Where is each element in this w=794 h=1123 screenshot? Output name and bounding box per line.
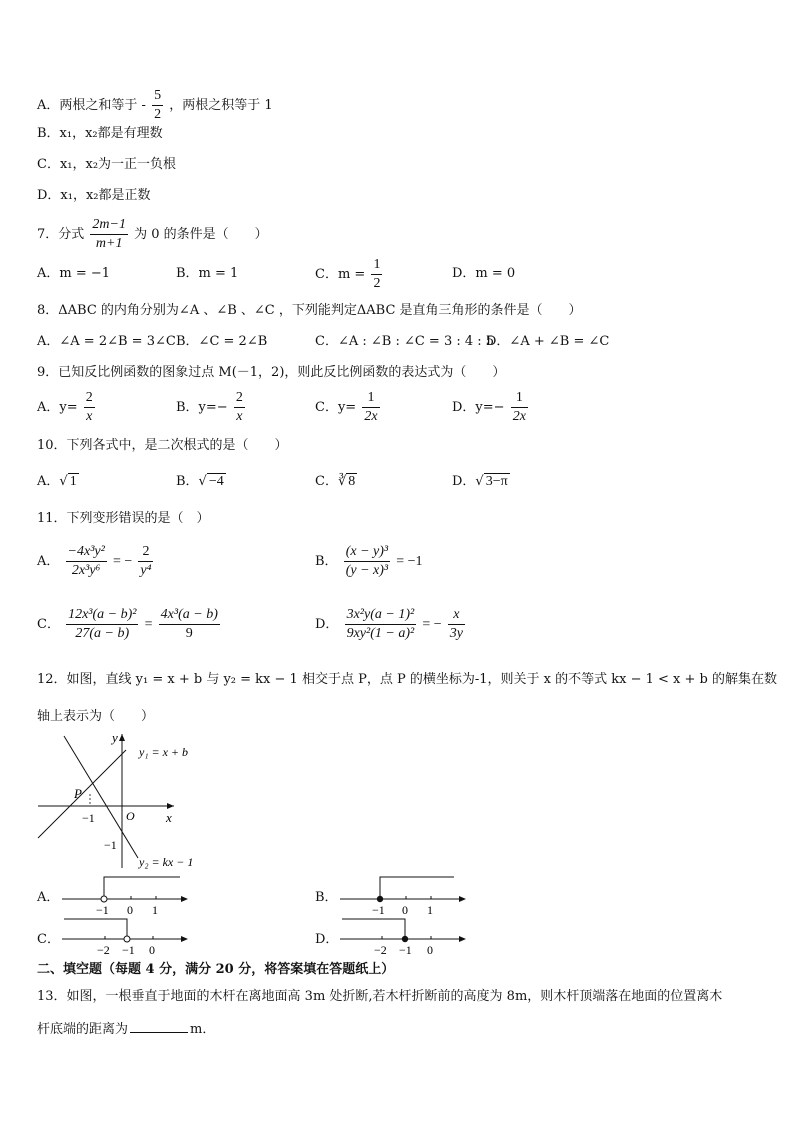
solution-bracket xyxy=(380,877,454,899)
fraction-numerator: 2 xyxy=(84,391,95,408)
fraction-numerator: 3x²y(a − 1)² xyxy=(345,608,417,625)
q11-option-d-left-fraction xyxy=(345,608,417,641)
origin-label: O xyxy=(126,809,135,823)
q7-stem xyxy=(37,218,268,251)
option-label: C． xyxy=(37,617,60,632)
q7-stem-start: 7．分式 xyxy=(37,227,85,242)
q7-option-c-fraction xyxy=(371,258,382,291)
solution-bracket xyxy=(104,877,180,899)
equals-sign: = − xyxy=(422,617,442,632)
q8-option-b: B．∠C = 2∠B xyxy=(176,334,268,349)
q12-option-b-label: B． xyxy=(315,890,338,905)
tick-label: 0 xyxy=(149,943,155,957)
open-dot xyxy=(124,936,130,942)
q6-option-c: C．x₁，x₂为一正一负根 xyxy=(37,157,177,172)
q11-option-c-left-fraction xyxy=(66,608,138,641)
radical-sign: B．√ xyxy=(176,474,207,489)
section-title: 二、填空题（每题 4 分，满分 20 分，将答案填在答题纸上） xyxy=(37,962,395,977)
y-axis-arrow-icon xyxy=(119,734,125,741)
q9-option-c-fraction xyxy=(362,391,379,424)
fraction-denominator: y⁴ xyxy=(140,563,152,578)
q9-option-c xyxy=(315,391,382,424)
x-axis-label: x xyxy=(166,810,172,825)
q6-option-a xyxy=(37,89,273,122)
q12-option-a-numberline xyxy=(60,872,192,918)
fraction-numerator: 1 xyxy=(371,258,382,275)
q10-option-a xyxy=(37,475,79,489)
q9-option-d xyxy=(452,391,530,424)
q11-option-a xyxy=(37,545,155,578)
q6-option-a-fraction xyxy=(152,89,163,122)
q12-option-c-numberline xyxy=(60,914,192,960)
q7-fraction xyxy=(90,218,128,251)
q9-option-d-text: D．y=− xyxy=(452,400,505,415)
q9-option-a xyxy=(37,391,97,424)
tick-label: −2 xyxy=(97,943,110,957)
option-label: A． xyxy=(37,554,60,569)
q12-option-d-numberline xyxy=(338,914,470,960)
open-dot xyxy=(101,896,107,902)
q9-option-b xyxy=(176,391,247,424)
tick-label: 0 xyxy=(427,943,433,957)
fraction-numerator: 1 xyxy=(511,391,528,408)
fraction-numerator: 12x³(a − b)² xyxy=(66,608,138,625)
q9-option-b-fraction xyxy=(234,391,245,424)
q7-option-b: B．m = 1 xyxy=(176,266,239,281)
fraction-denominator: 9xy²(1 − a)² xyxy=(346,626,415,641)
fraction-denominator: 2x xyxy=(364,409,378,424)
radicand: 3−π xyxy=(485,474,508,489)
radical-sign: A．√ xyxy=(37,474,68,489)
arrow-icon xyxy=(181,936,188,942)
solution-bracket xyxy=(342,919,405,939)
q6-option-b: B．x₁，x₂都是有理数 xyxy=(37,126,163,141)
x-tick-label: −1 xyxy=(82,811,95,825)
tick-label: 1 xyxy=(427,903,433,917)
tick-label: 0 xyxy=(127,903,133,917)
tick-label: −1 xyxy=(372,903,385,917)
q9-option-a-fraction xyxy=(84,391,95,424)
equals-sign: = −1 xyxy=(396,554,423,569)
x-axis-arrow-icon xyxy=(167,803,174,809)
q7-option-a: A．m = −1 xyxy=(37,266,111,281)
q10-option-d xyxy=(452,475,510,489)
closed-dot xyxy=(377,896,383,902)
fraction-numerator: 2m−1 xyxy=(90,218,128,235)
q7-option-c xyxy=(315,258,384,291)
q7-option-d: D．m = 0 xyxy=(452,266,516,281)
radicand: 1 xyxy=(69,474,77,489)
fraction-denominator: 2x xyxy=(512,409,526,424)
q13-unit: m． xyxy=(190,1022,216,1037)
fraction-denominator: 9 xyxy=(185,626,193,641)
q12-option-c-label: C． xyxy=(37,932,60,947)
tick-label: −1 xyxy=(122,943,135,957)
option-label: D． xyxy=(315,617,339,632)
fraction-denominator: 27(a − b) xyxy=(75,626,130,641)
equals-sign: = − xyxy=(112,554,133,569)
fraction-numerator: 2 xyxy=(138,545,153,562)
q6-option-a-tail: ，两根之积等于 1 xyxy=(169,98,273,113)
radical-sign: D．√ xyxy=(452,474,484,489)
line-y2-label: y₂ = kx − 1 xyxy=(139,855,194,869)
q11-option-a-left-fraction xyxy=(66,545,107,578)
q9-option-a-text: A．y= xyxy=(37,400,78,415)
q13-line2-text: 杆底端的距离为 xyxy=(37,1022,129,1037)
fraction-denominator: x xyxy=(236,409,243,424)
q11-option-d xyxy=(315,608,467,641)
q6-option-d: D．x₁，x₂都是正数 xyxy=(37,188,151,203)
q11-option-d-right-fraction xyxy=(448,608,465,641)
q12-option-a-label: A． xyxy=(37,890,60,905)
arrow-icon xyxy=(181,896,188,902)
y-axis-label: y xyxy=(112,730,118,745)
fraction-denominator: 3y xyxy=(449,626,463,641)
q11-option-c-right-fraction xyxy=(159,608,220,641)
answer-blank[interactable] xyxy=(130,1032,188,1033)
fraction-numerator: 2 xyxy=(234,391,245,408)
fraction-denominator: x xyxy=(86,409,93,424)
fraction-denominator: 2x³y⁶ xyxy=(71,563,101,578)
q7-option-c-text: C．m = xyxy=(315,267,366,282)
q12-option-d-label: D． xyxy=(315,932,339,947)
q7-stem-end: 为 0 的条件是（ ） xyxy=(134,227,268,242)
tick-label: 0 xyxy=(402,903,408,917)
radicand: 8 xyxy=(348,474,356,489)
fraction-numerator: 1 xyxy=(362,391,379,408)
q13-line2 xyxy=(37,1023,215,1036)
tick-label: −1 xyxy=(96,903,109,917)
q12-stem-line2: 轴上表示为（ ） xyxy=(37,709,155,724)
q8-option-a: A．∠A = 2∠B = 3∠C xyxy=(37,334,176,349)
q10-option-b xyxy=(176,475,226,489)
q6-option-a-text: A．两根之和等于 - xyxy=(37,98,146,113)
tick-label: −2 xyxy=(374,943,387,957)
solution-bracket xyxy=(64,919,127,939)
q12-stem-line1: 12．如图，直线 y₁ = x + b 与 y₂ = kx − 1 相交于点 P，点 P 的横坐标为-1，则关于 x 的不等式 kx − 1 < x + b 的解集在数 xyxy=(37,672,777,687)
q11-option-c xyxy=(37,608,222,641)
q12-option-b-numberline xyxy=(338,872,470,918)
q8-option-c: C．∠A : ∠B : ∠C = 3 : 4 : 5 xyxy=(315,334,495,349)
q12-graph xyxy=(34,728,204,873)
q9-stem: 9．已知反比例函数的图象过点 M(－1，2)，则此反比例函数的表达式为（ ） xyxy=(37,365,506,380)
arrow-icon xyxy=(459,896,466,902)
q10-stem: 10．下列各式中，是二次根式的是（ ） xyxy=(37,438,288,453)
q11-option-b-fraction xyxy=(344,545,390,578)
fraction-numerator: −4x³y² xyxy=(66,545,107,562)
q11-option-a-right-fraction xyxy=(138,545,153,578)
fraction-denominator: 2 xyxy=(373,276,381,291)
fraction-numerator: x xyxy=(448,608,465,625)
fraction-denominator: (y − x)³ xyxy=(345,563,389,578)
fraction-denominator: m+1 xyxy=(95,236,123,251)
fraction-numerator: (x − y)³ xyxy=(344,545,390,562)
q9-option-d-fraction xyxy=(511,391,528,424)
equals-sign: = xyxy=(144,617,153,632)
q9-option-c-text: C．y= xyxy=(315,400,357,415)
option-label: B． xyxy=(315,554,338,569)
q10-option-c xyxy=(315,475,357,489)
y-tick-label: −1 xyxy=(104,838,117,852)
q8-stem: 8．ΔABC 的内角分别为∠A 、∠B 、∠C ，下列能判定ΔABC 是直角三角形的条件是（ ） xyxy=(37,303,582,318)
radicand: −4 xyxy=(208,474,224,489)
arrow-icon xyxy=(459,936,466,942)
line-y1-label: y₁ = x + b xyxy=(139,745,189,759)
fraction-numerator: 4x³(a − b) xyxy=(159,608,220,625)
point-p-label: P xyxy=(74,786,82,801)
cube-root-sign: C．∛ xyxy=(315,474,347,489)
q8-option-d: D．∠A + ∠B = ∠C xyxy=(486,334,610,349)
q11-option-b xyxy=(315,545,423,578)
q11-stem: 11．下列变形错误的是（ ） xyxy=(37,511,210,526)
tick-label: −1 xyxy=(399,943,412,957)
fraction-denominator: 2 xyxy=(154,107,162,122)
q9-option-b-text: B．y=− xyxy=(176,400,228,415)
fraction-numerator: 5 xyxy=(152,89,163,106)
tick-label: 1 xyxy=(152,903,158,917)
q13-line1: 13．如图，一根垂直于地面的木杆在离地面高 3m 处折断,若木杆折断前的高度为 8m，则木杆顶端落在地面的位置离木 xyxy=(37,989,723,1004)
closed-dot xyxy=(402,936,408,942)
